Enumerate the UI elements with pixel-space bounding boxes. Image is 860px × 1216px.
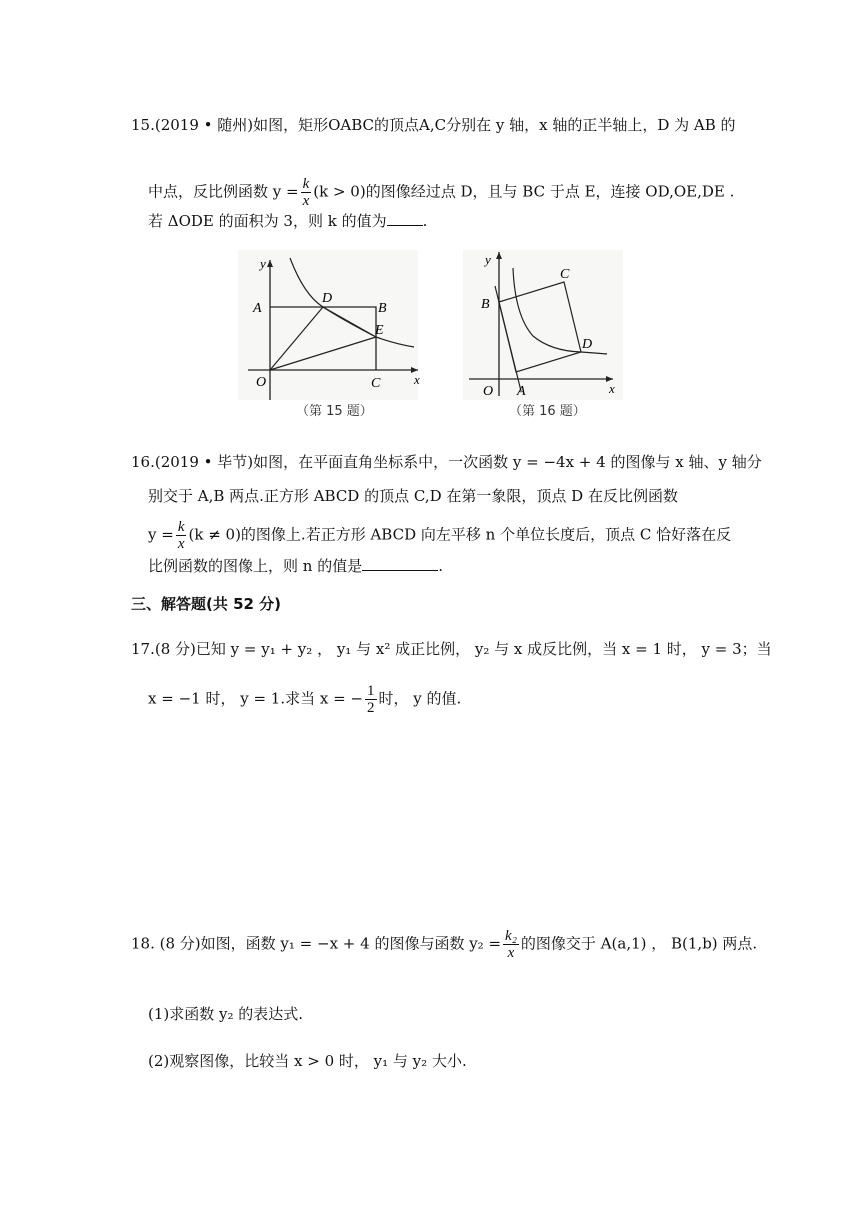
q16-line3 bbox=[148, 519, 731, 552]
q18-line1-prefix: 18. (8 分)如图，函数 y₁ = −x + 4 的图像与函数 y₂ = bbox=[131, 934, 502, 953]
q17-frac-num: 1 bbox=[367, 683, 375, 699]
figure-16-diagram bbox=[463, 246, 623, 420]
q15-line2-prefix: 中点，反比例函数 y = bbox=[148, 182, 299, 201]
fig15-label-y: y bbox=[260, 256, 266, 271]
q16-answer-blank[interactable] bbox=[362, 556, 438, 571]
fig16-label-y: y bbox=[485, 252, 491, 267]
q16-frac-den: x bbox=[177, 536, 185, 552]
figure-15-caption: （第 15 题） bbox=[296, 404, 373, 419]
q18-fraction bbox=[503, 928, 519, 961]
q18-frac-num: k₂ bbox=[505, 928, 517, 944]
q17-line2-prefix: x = −1 时， y = 1.求当 x = − bbox=[148, 689, 364, 708]
q18-part2: (2)观察图像，比较当 x > 0 时， y₁ 与 y₂ 大小. bbox=[148, 1052, 467, 1070]
q15-line2 bbox=[148, 176, 734, 209]
q15-answer-blank[interactable] bbox=[387, 211, 423, 226]
fig16-label-c: C bbox=[560, 267, 570, 282]
q16-fraction bbox=[176, 519, 187, 552]
q16-line4-text: 比例函数的图像上，则 n 的值是 bbox=[148, 557, 363, 575]
figure-15-diagram bbox=[238, 250, 418, 420]
fig15-label-c: C bbox=[371, 376, 381, 391]
figure-16-caption: （第 16 题） bbox=[509, 404, 586, 419]
q17-frac-den: 2 bbox=[367, 700, 375, 716]
q15-line1: 15.(2019 • 随州)如图，矩形OABC的顶点A,C分别在 y 轴，x 轴的正半轴上，D 为 AB 的 bbox=[131, 116, 736, 134]
q16-line4 bbox=[148, 555, 443, 577]
q15-fraction bbox=[301, 176, 312, 209]
fig15-label-o: O bbox=[256, 375, 267, 390]
fig16-label-b: B bbox=[481, 297, 490, 312]
q16-line3-suffix: (k ≠ 0)的图像上.若正方形 ABCD 向左平移 n 个单位长度后，顶点 C 恰好落在反 bbox=[188, 525, 732, 544]
section-3-heading: 三、解答题(共 52 分) bbox=[131, 595, 282, 613]
fig16-label-x: x bbox=[609, 381, 615, 396]
q17-line2 bbox=[148, 683, 461, 716]
fig15-label-b: B bbox=[378, 301, 387, 316]
fig16-label-o: O bbox=[483, 384, 494, 399]
q16-line1: 16.(2019 • 毕节)如图，在平面直角坐标系中，一次函数 y = −4x + 4 的图像与 x 轴、y 轴分 bbox=[131, 453, 762, 471]
q15-frac-num: k bbox=[302, 176, 310, 192]
q15-line3-end: . bbox=[422, 212, 428, 230]
fig15-label-x: x bbox=[414, 372, 420, 387]
figure-16-background bbox=[463, 250, 623, 400]
q15-line3 bbox=[148, 210, 427, 232]
fig15-label-e: E bbox=[375, 323, 384, 338]
q16-line2: 别交于 A,B 两点.正方形 ABCD 的顶点 C,D 在第一象限，顶点 D 在反比例函数 bbox=[148, 487, 678, 505]
q15-line2-suffix: (k > 0)的图像经过点 D，且与 BC 于点 E，连接 OD,OE,DE . bbox=[313, 182, 735, 201]
fig16-label-a: A bbox=[517, 384, 526, 399]
q18-frac-den: x bbox=[507, 945, 515, 961]
q17-line1: 17.(8 分)已知 y = y₁ + y₂ ， y₁ 与 x² 成正比例， y₂ 与 x 成反比例，当 x = 1 时， y = 3；当 bbox=[131, 640, 772, 658]
fig16-label-d: D bbox=[582, 337, 593, 352]
q18-part1: (1)求函数 y₂ 的表达式. bbox=[148, 1005, 304, 1023]
q16-frac-num: k bbox=[177, 519, 185, 535]
q17-fraction bbox=[365, 683, 377, 716]
fig15-label-a: A bbox=[253, 301, 262, 316]
figure-16 bbox=[463, 246, 623, 420]
q15-frac-den: x bbox=[302, 193, 310, 209]
q16-line4-end: . bbox=[438, 557, 443, 575]
q17-line2-suffix: 时， y 的值. bbox=[378, 689, 462, 708]
q15-line3-text: 若 ΔODE 的面积为 3，则 k 的值为 bbox=[148, 212, 387, 230]
q18-line1 bbox=[131, 928, 757, 961]
fig15-label-d: D bbox=[322, 291, 333, 306]
q18-line1-suffix: 的图像交于 A(a,1) ， B(1,b) 两点. bbox=[520, 934, 758, 953]
figure-15 bbox=[238, 250, 418, 420]
q16-line3-prefix: y = bbox=[148, 525, 174, 544]
